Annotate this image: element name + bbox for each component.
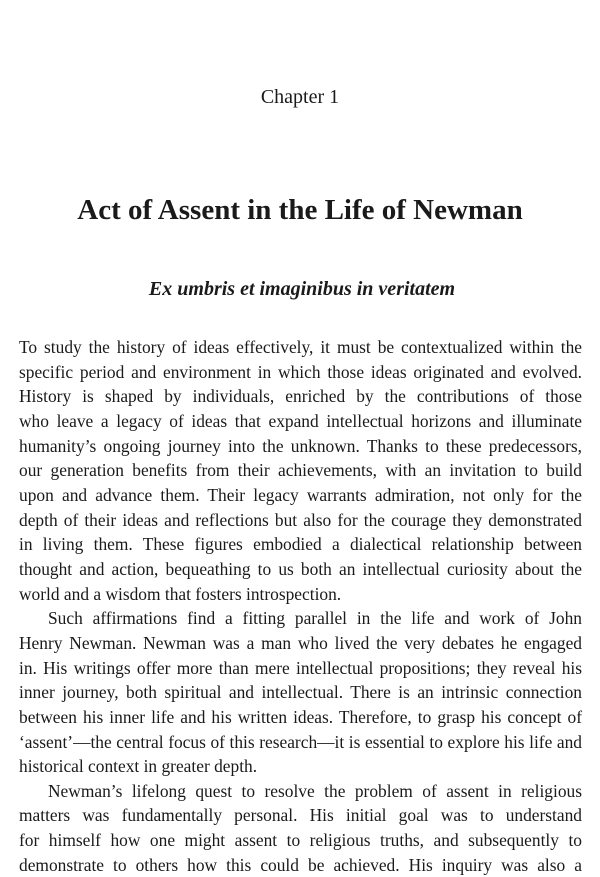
text-line: historical context in greater depth. xyxy=(19,756,258,777)
text-line: between his inner life and his written ideas. Therefore, to grasp his concept of xyxy=(19,706,582,727)
text-line: in living them. These figures embodied a dialectical relationship between xyxy=(19,534,582,555)
text-line: To study the history of ideas effectively, it must be contextualized within the xyxy=(19,337,582,357)
text-line: Newman’s lifelong quest to resolve the problem of assent in religious xyxy=(48,780,582,801)
text-line: depth of their ideas and reflections but also for the courage they demonstrated xyxy=(19,509,582,530)
paragraph xyxy=(19,606,582,779)
text-line: for himself how one might assent to religious truths, and subsequently to xyxy=(19,830,582,851)
text-line: our generation benefits from their achievements, with an invitation to build xyxy=(19,460,582,481)
text-line: Henry Newman. Newman was a man who lived the very debates he engaged xyxy=(19,632,582,653)
text-line: upon and advance them. Their legacy warrants admiration, not only for the xyxy=(19,484,582,505)
text-line: demonstrate to others how this could be achieved. His inquiry was also a xyxy=(19,854,582,875)
epigraph: Ex umbris et imaginibus in veritatem xyxy=(148,278,456,300)
text-line: humanity’s ongoing journey into the unknown. Thanks to these predecessors, xyxy=(19,435,582,456)
chapter-title: Act of Assent in the Life of Newman xyxy=(77,194,523,226)
text-line: thought and action, bequeathing to us both an intellectual curiosity about the xyxy=(19,558,582,579)
text-line: specific period and environment in which those ideas originated and evolved. xyxy=(19,361,582,382)
text-line: Such affirmations find a fitting parallel in the life and work of John xyxy=(48,608,582,629)
text-line: who leave a legacy of ideas that expand intellectual horizons and illuminate xyxy=(19,410,582,431)
text-line: ‘assent’—the central focus of this research—it is essential to explore his life and xyxy=(19,731,582,752)
text-line: in. His writings offer more than mere intellectual propositions; they reveal his xyxy=(19,657,582,678)
text-line: History is shaped by individuals, enriched by the contributions of those xyxy=(19,386,582,407)
paragraph xyxy=(19,335,582,606)
chapter-label: Chapter 1 xyxy=(260,86,340,108)
paragraph xyxy=(19,779,582,877)
body-text xyxy=(19,335,582,877)
text-line: world and a wisdom that fosters introspection. xyxy=(19,583,342,604)
text-line: matters was fundamentally personal. His initial goal was to understand xyxy=(19,805,582,826)
text-line: inner journey, both spiritual and intellectual. There is an intrinsic connection xyxy=(19,682,582,703)
